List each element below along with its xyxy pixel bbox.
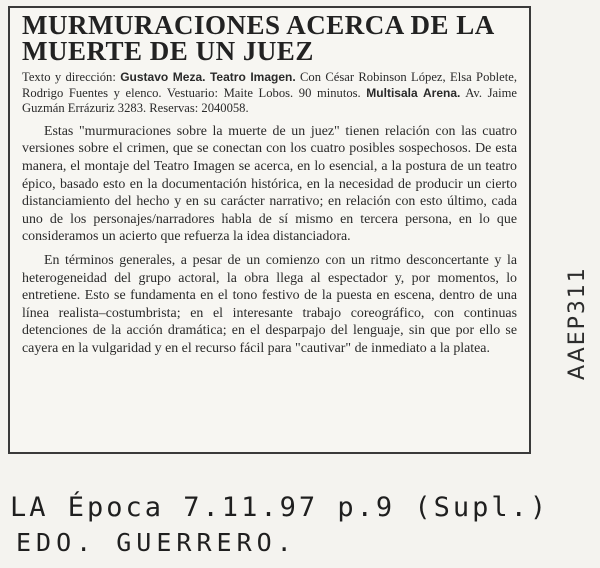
credits-address: Av. Jaime Guzmán Errázuriz 3283. Reservas: 2040058. <box>22 85 517 116</box>
article-credits <box>22 70 517 117</box>
handwritten-source-note: LA Época 7.11.97 p.9 (Supl.) <box>10 492 550 523</box>
credits-cast: Con César Robinson López, Elsa Poblete, Rodrigo Fuentes y elenco. Vestuario: Maite Lobos. 90 minutos. <box>22 70 517 100</box>
article-paragraph-2: En términos generales, a pesar de un comienzo con un ritmo desconcertante y la heterogeneidad del grupo actoral, la obra llega al espectador y, por momentos, lo entretiene. Esto se fundamenta en el tono festivo de la puesta en escena, dentro de una línea realista–costumbrista; en el interesante trabajo coreográfico, con continuas detenciones de la acción dramática; en el desparpajo del lenguaje, sin que por ello se cayera en la vulgaridad y en el recurso fácil para "cautivar" de inmediato a la platea. <box>22 252 517 356</box>
credits-venue: Multisala Arena. <box>366 85 461 100</box>
newspaper-clipping <box>8 6 531 454</box>
article-title: MURMURACIONES ACERCA DE LA MUERTE DE UN JUEZ <box>22 10 494 66</box>
article-paragraph-1: Estas "murmuraciones sobre la muerte de un juez" tienen relación con las cuatro versiones sobre el crimen, que se conectan con los cuatro posibles sospechosos. De esta manera, el montaje del Teatro Imagen se acerca, en lo esencial, a la postura de un teatro épico, basado esto en la documentación histórica, en la necesidad de producir un cierto distanciamiento del hecho y en su carácter narrativo; en relación con esto último, cada uno de los personajes/narradores habla de sí mismo en tercera persona, en lo que consideramos un acierto que refuerza la idea distanciadora. <box>22 123 517 245</box>
credits-author: Gustavo Meza. Teatro Imagen. <box>120 70 296 84</box>
credits-prefix: Texto y dirección: <box>22 70 121 84</box>
handwritten-author-note: EDO. GUERRERO. <box>16 528 297 557</box>
margin-archive-code: AAEP311 <box>565 266 590 380</box>
